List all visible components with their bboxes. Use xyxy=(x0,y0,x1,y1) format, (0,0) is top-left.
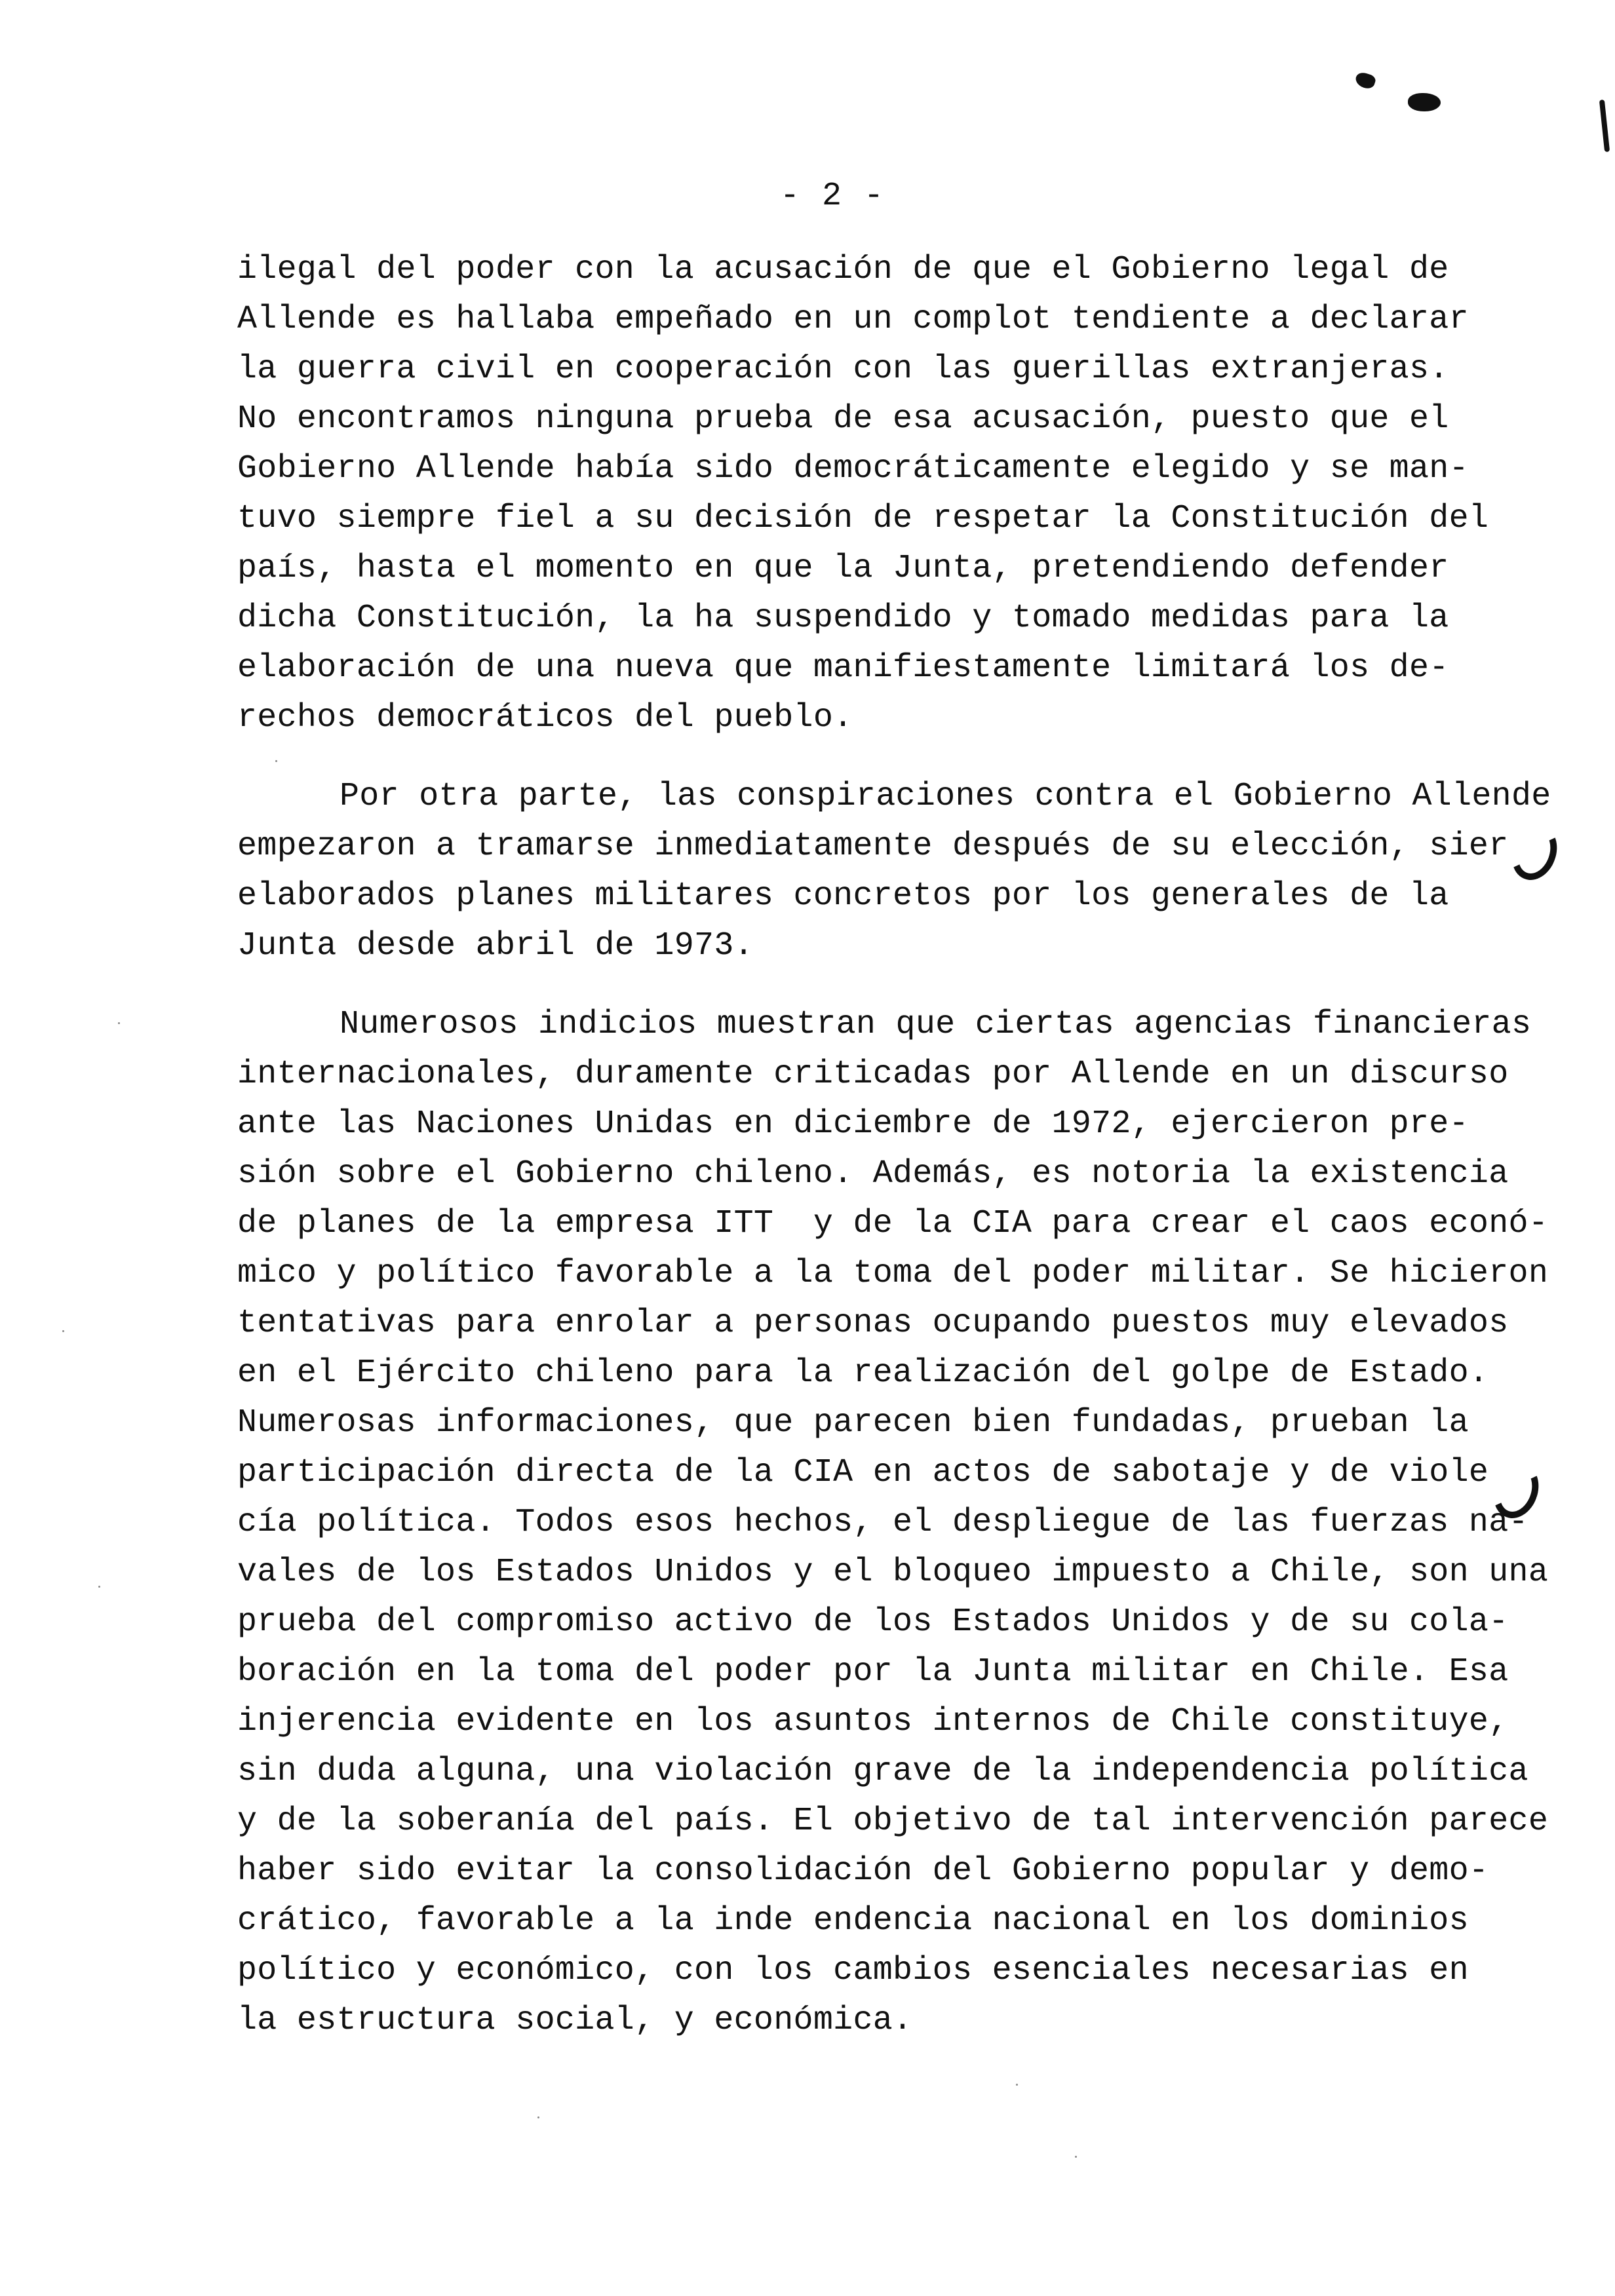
text-line: sin duda alguna, una violación grave de la independencia política xyxy=(237,1753,1528,1790)
text-line: ilegal del poder con la acusación de que el Gobierno legal de xyxy=(237,251,1449,288)
text-line: ante las Naciones Unidas en diciembre de 1972, ejercieron pre- xyxy=(237,1105,1469,1143)
text-line: sión sobre el Gobierno chileno. Además, es notoria la existencia xyxy=(237,1155,1509,1193)
text-line: país, hasta el momento en que la Junta, pretendiendo defender xyxy=(237,550,1449,587)
scan-artifact-mark xyxy=(1408,93,1441,111)
text-line: empezaron a tramarse inmediatamente después de su elección, sier xyxy=(237,828,1509,865)
text-line: elaborados planes militares concretos por los generales de la xyxy=(237,877,1449,915)
scan-artifact-mark xyxy=(1353,71,1376,90)
text-line: en el Ejército chileno para la realización del golpe de Estado. xyxy=(237,1354,1489,1392)
text-line: Numerosas informaciones, que parecen bien fundadas, prueban la xyxy=(237,1404,1469,1442)
text-line: internacionales, duramente criticadas por Allende en un discurso xyxy=(237,1056,1509,1093)
text-line: la guerra civil en cooperación con las guerillas extranjeras. xyxy=(237,351,1449,388)
paragraph-2 xyxy=(237,772,1601,971)
scan-speck xyxy=(1075,2156,1077,2158)
text-line: Por otra parte, las conspiraciones contra el Gobierno Allende xyxy=(340,778,1551,815)
text-line: prueba del compromiso activo de los Estados Unidos y de su cola- xyxy=(237,1603,1509,1641)
scan-artifact-stroke xyxy=(1599,100,1610,152)
text-line: de planes de la empresa ITT y de la CIA para crear el caos econó- xyxy=(237,1205,1549,1242)
scan-speck xyxy=(537,2116,539,2118)
text-line: No encontramos ninguna prueba de esa acusación, puesto que el xyxy=(237,400,1449,438)
scan-speck xyxy=(1016,2084,1018,2086)
paragraph-3 xyxy=(237,1000,1601,2046)
text-line: injerencia evidente en los asuntos internos de Chile constituye, xyxy=(237,1703,1509,1740)
text-line: Junta desde abril de 1973. xyxy=(237,927,754,965)
text-line: la estructura social, y económica. xyxy=(237,2002,913,2039)
text-line: tuvo siempre fiel a su decisión de respetar la Constitución del xyxy=(237,500,1489,537)
text-line: rechos democráticos del pueblo. xyxy=(237,699,853,737)
text-line: tentativas para enrolar a personas ocupando puestos muy elevados xyxy=(237,1305,1509,1342)
scan-speck xyxy=(275,760,277,762)
page-number: - 2 - xyxy=(779,178,885,215)
text-line: Numerosos indicios muestran que ciertas agencias financieras xyxy=(340,1006,1532,1043)
scan-speck xyxy=(118,1022,120,1024)
text-line: elaboración de una nueva que manifiestamente limitará los de- xyxy=(237,649,1449,687)
text-line: vales de los Estados Unidos y el bloqueo impuesto a Chile, son una xyxy=(237,1554,1549,1591)
text-line: participación directa de la CIA en actos de sabotaje y de viole xyxy=(237,1454,1489,1491)
body-text xyxy=(237,245,1601,2046)
text-line: Gobierno Allende había sido democráticamente elegido y se man- xyxy=(237,450,1469,488)
text-line: y de la soberanía del país. El objetivo de tal intervención parece xyxy=(237,1803,1549,1840)
text-line: mico y político favorable a la toma del poder militar. Se hicieron xyxy=(237,1255,1549,1292)
text-line: boración en la toma del poder por la Junta militar en Chile. Esa xyxy=(237,1653,1509,1691)
text-line: Allende es hallaba empeñado en un complot tendiente a declarar xyxy=(237,301,1469,338)
scan-speck xyxy=(98,1586,100,1588)
text-line: cía política. Todos esos hechos, el despliegue de las fuerzas na- xyxy=(237,1504,1528,1541)
text-line: haber sido evitar la consolidación del Gobierno popular y demo- xyxy=(237,1852,1489,1890)
text-line: crático, favorable a la inde endencia nacional en los dominios xyxy=(237,1902,1469,1940)
scan-speck xyxy=(62,1330,64,1332)
text-line: político y económico, con los cambios esenciales necesarias en xyxy=(237,1952,1469,1989)
text-line: dicha Constitución, la ha suspendido y tomado medidas para la xyxy=(237,600,1449,637)
paragraph-1 xyxy=(237,245,1601,743)
